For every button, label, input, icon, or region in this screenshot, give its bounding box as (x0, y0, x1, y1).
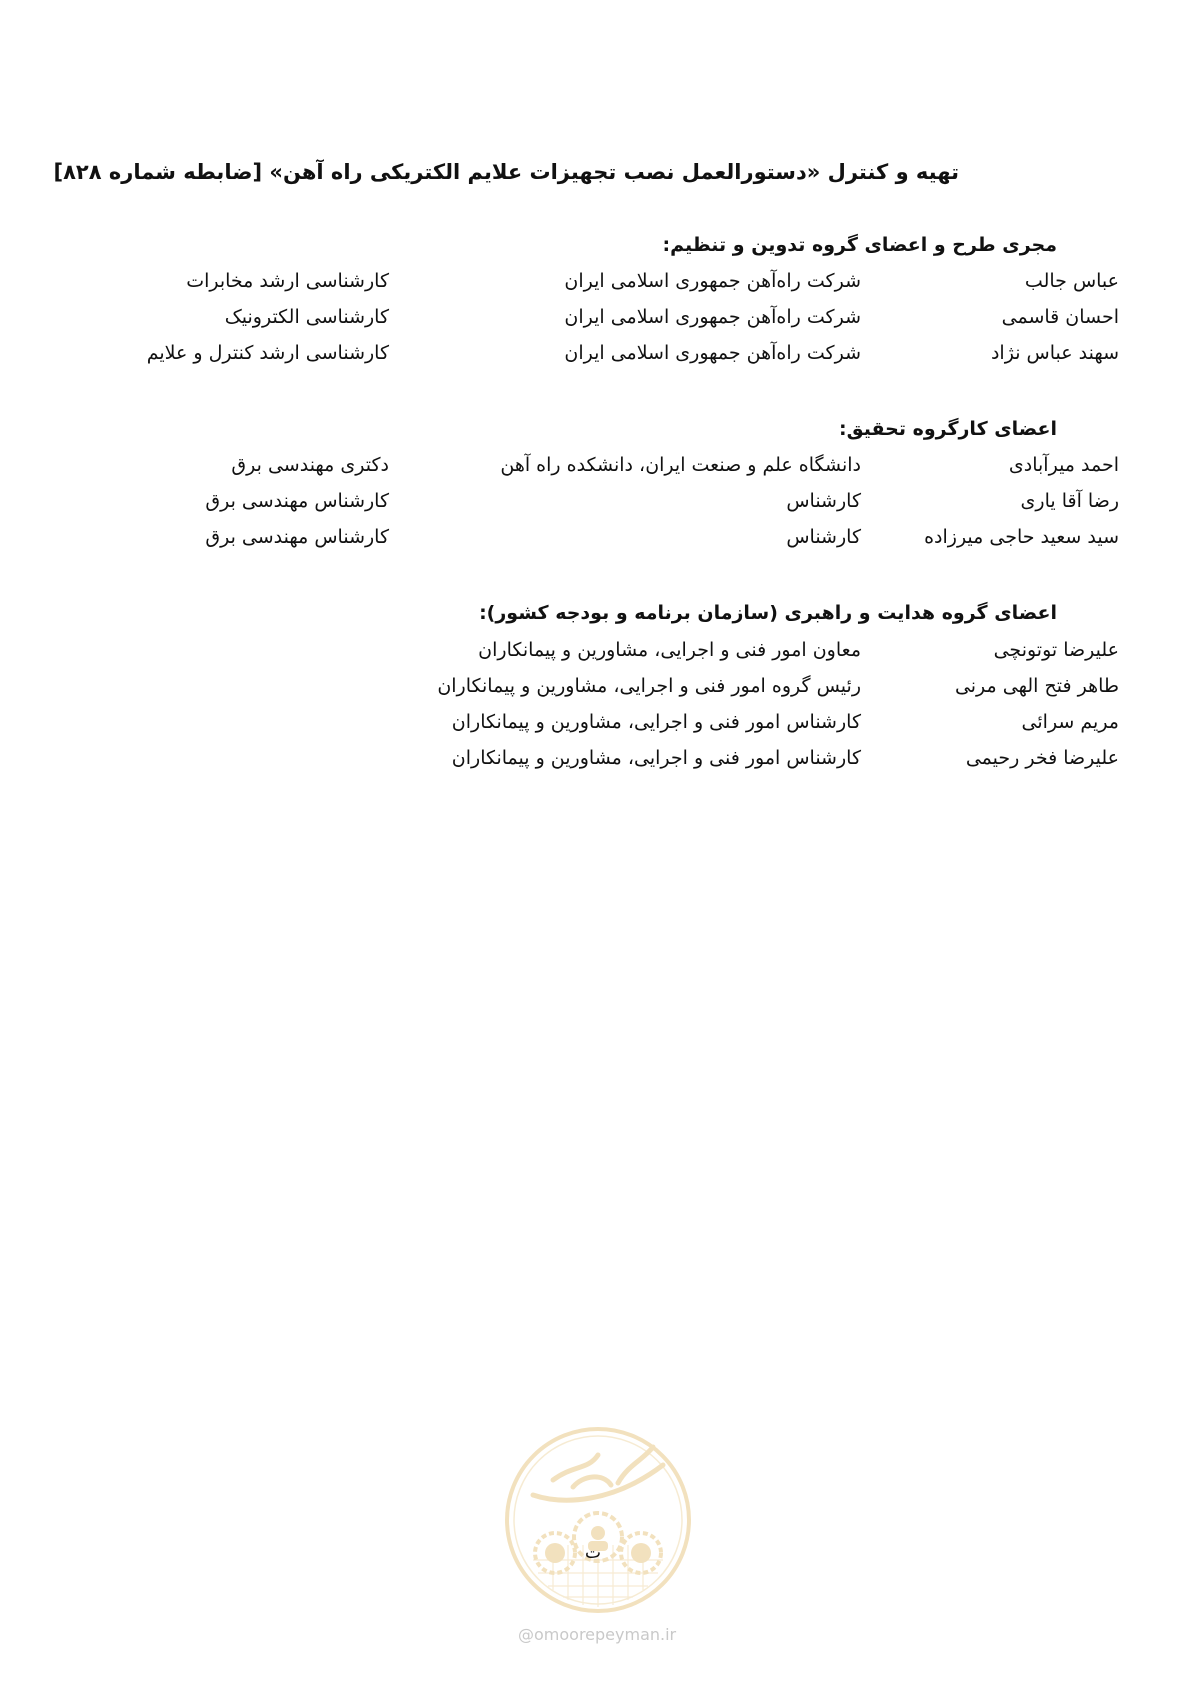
member-row (0, 711, 1191, 745)
member-name: علیرضا فخر رحیمی (965, 747, 1119, 769)
member-organization: کارشناس (786, 490, 861, 512)
section-heading-guidance-group: اعضای گروه هدایت و راهبری (سازمان برنامه و بودجه کشور): (479, 602, 1057, 624)
member-degree: کارشناسی ارشد مخابرات (186, 270, 389, 292)
member-organization: کارشناس (786, 526, 861, 548)
member-row (0, 639, 1191, 673)
member-degree: کارشناس مهندسی برق (205, 490, 389, 512)
member-organization: شرکت راه‌آهن جمهوری اسلامی ایران (564, 270, 861, 292)
omoorepeyman-logo-icon (503, 1425, 693, 1615)
member-organization: شرکت راه‌آهن جمهوری اسلامی ایران (564, 306, 861, 328)
member-organization: دانشگاه علم و صنعت ایران، دانشکده راه آهن (500, 454, 861, 476)
member-row (0, 454, 1191, 488)
member-degree: کارشناسی الکترونیک (224, 306, 389, 328)
member-row (0, 306, 1191, 340)
member-name: علیرضا توتونچی (993, 639, 1119, 661)
member-name: سهند عباس نژاد (990, 342, 1119, 364)
member-degree: کارشناس مهندسی برق (205, 526, 389, 548)
member-row (0, 675, 1191, 709)
member-name: مریم سرائی (1021, 711, 1119, 733)
member-name: احسان قاسمی (1001, 306, 1119, 328)
page-number: ت (584, 1543, 601, 1563)
member-position: رئیس گروه امور فنی و اجرایی، مشاورین و پیمانکاران (437, 675, 861, 697)
member-name: طاهر فتح الهی مرنی (954, 675, 1119, 697)
section-heading-drafting-group: مجری طرح و اعضای گروه تدوین و تنظیم: (662, 234, 1057, 256)
member-position: کارشناس امور فنی و اجرایی، مشاورین و پیمانکاران (451, 711, 861, 733)
member-organization: شرکت راه‌آهن جمهوری اسلامی ایران (564, 342, 861, 364)
page-title: تهیه و کنترل «دستورالعمل نصب تجهیزات علایم الکتریکی راه آهن» [ضابطه شماره ۸۲۸] (53, 160, 959, 184)
section-heading-research-group: اعضای کارگروه تحقیق: (839, 418, 1057, 440)
member-row (0, 747, 1191, 781)
member-degree: دکتری مهندسی برق (231, 454, 389, 476)
member-position: کارشناس امور فنی و اجرایی، مشاورین و پیمانکاران (451, 747, 861, 769)
member-name: رضا آقا یاری (1020, 490, 1119, 512)
member-degree: کارشناسی ارشد کنترل و علایم (146, 342, 389, 364)
member-name: سید سعید حاجی میرزاده (924, 526, 1119, 548)
member-position: معاون امور فنی و اجرایی، مشاورین و پیمانکاران (478, 639, 861, 661)
member-row (0, 342, 1191, 376)
member-name: احمد میرآبادی (1008, 454, 1119, 476)
watermark-site-text: @omoorepeyman.ir (518, 1625, 677, 1644)
member-row (0, 270, 1191, 304)
member-name: عباس جالب (1024, 270, 1119, 292)
member-row (0, 526, 1191, 560)
member-row (0, 490, 1191, 524)
